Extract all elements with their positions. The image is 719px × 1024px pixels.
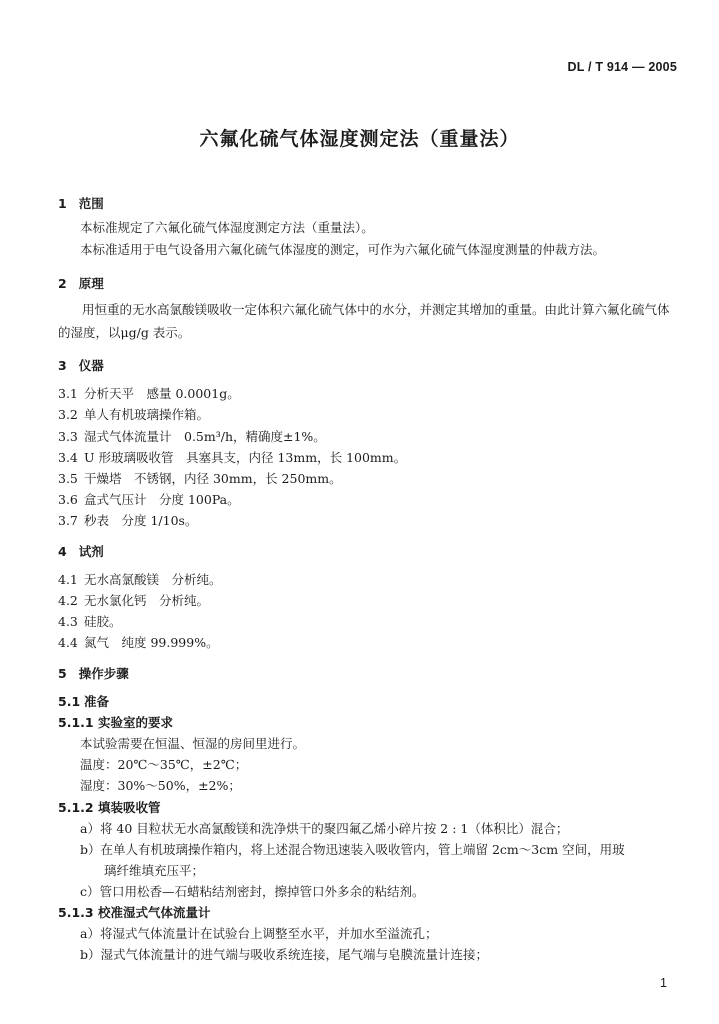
section-5-heading (58, 666, 129, 682)
list-item: a）将湿式气体流量计在试验台上调整至水平，并加水至溢流孔； (80, 926, 438, 941)
section-1-paragraph: 本标准规定了六氟化硫气体湿度测定方法（重量法）。 (80, 220, 374, 235)
section-title: 准备 (84, 694, 110, 709)
item-number: 3.2 (58, 407, 78, 422)
section-title: 试剂 (78, 544, 104, 559)
paragraph-line: 温度：20℃～35℃，±2℃； (80, 757, 248, 772)
item-number: 3.3 (58, 429, 78, 444)
item-text: 氮气 纯度 99.999%。 (84, 635, 219, 650)
list-item: b）在单人有机玻璃操作箱内，将上述混合物迅速装入吸收管内，管上端留 2cm～3cm 空间，用玻 (80, 842, 625, 857)
subsection-5-1-heading (58, 694, 109, 710)
list-item (58, 492, 240, 508)
list-item (58, 635, 219, 651)
list-item (58, 450, 406, 466)
section-number: 1 (58, 196, 67, 211)
section-number: 5 (58, 666, 67, 681)
subsection-5-1-3-heading (58, 905, 211, 921)
item-number: 4.3 (58, 614, 78, 629)
item-text: 干燥塔 不锈钢，内径 30mm，长 250mm。 (84, 471, 342, 486)
list-item (58, 614, 122, 630)
section-2-heading (58, 276, 104, 292)
section-title: 校准湿式气体流量计 (98, 905, 211, 920)
section-title: 范围 (78, 196, 104, 211)
section-number: 3 (58, 358, 67, 373)
item-text: 无水氯化钙 分析纯。 (84, 593, 210, 608)
section-title: 原理 (78, 276, 104, 291)
page-number: 1 (660, 976, 667, 990)
paragraph-line: 本试验需要在恒温、恒湿的房间里进行。 (80, 736, 306, 751)
item-text: 湿式气体流量计 0.5m³/h，精确度±1%。 (84, 429, 326, 444)
item-number: 3.1 (58, 386, 78, 401)
list-item-continuation: 璃纤维填充压平； (104, 863, 205, 878)
item-number: 4.2 (58, 593, 78, 608)
standard-code: DL / T 914 — 2005 (567, 60, 677, 74)
item-text: 秒表 分度 1/10s。 (84, 513, 198, 528)
list-item (58, 386, 240, 402)
list-item (58, 407, 209, 423)
section-1-paragraph: 本标准适用于电气设备用六氟化硫气体湿度的测定，可作为六氟化硫气体湿度测量的仲裁方法。 (80, 242, 606, 257)
item-text: U 形玻璃吸收管 具塞具支，内径 13mm，长 100mm。 (84, 450, 407, 465)
item-number: 4.1 (58, 572, 78, 587)
section-number: 5.1.1 (58, 715, 94, 730)
section-1-heading (58, 196, 104, 212)
list-item (58, 471, 342, 487)
list-item (58, 593, 209, 609)
item-number: 3.4 (58, 450, 78, 465)
section-title: 填装吸收管 (98, 800, 161, 815)
section-title: 仪器 (78, 358, 104, 373)
list-item: c）管口用松香—石蜡粘结剂密封，擦掉管口外多余的粘结剂。 (80, 884, 425, 899)
section-number: 5.1.2 (58, 800, 94, 815)
section-number: 5.1.3 (58, 905, 94, 920)
item-text: 分析天平 感量 0.0001g。 (84, 386, 240, 401)
section-number: 2 (58, 276, 67, 291)
item-text: 硅胶。 (84, 614, 122, 629)
section-number: 4 (58, 544, 67, 559)
list-item: a）将 40 目粒状无水高氯酸镁和洗净烘干的聚四氟乙烯小碎片按 2 : 1（体积比）混合； (80, 821, 569, 836)
section-2-paragraph: 用恒重的无水高氯酸镁吸收一定体积六氟化硫气体中的水分，并测定其增加的重量。由此计算六氟化硫气体的湿度，以μg/g 表示。 (58, 302, 670, 340)
section-3-heading (58, 358, 104, 374)
item-number: 3.5 (58, 471, 78, 486)
list-item (58, 572, 222, 588)
section-title: 实验室的要求 (98, 715, 174, 730)
section-number: 5.1 (58, 694, 81, 709)
item-text: 盒式气压计 分度 100Pa。 (84, 492, 240, 507)
document-title: 六氟化硫气体湿度测定法（重量法） (199, 128, 520, 150)
item-text: 无水高氯酸镁 分析纯。 (84, 572, 222, 587)
item-number: 3.6 (58, 492, 78, 507)
item-text: 单人有机玻璃操作箱。 (84, 407, 210, 422)
subsection-5-1-2-heading (58, 800, 161, 816)
subsection-5-1-1-heading (58, 715, 173, 731)
list-item (58, 513, 197, 529)
section-4-heading (58, 544, 104, 560)
section-title: 操作步骤 (78, 666, 129, 681)
list-item (58, 429, 326, 445)
paragraph-line: 湿度：30%～50%，±2%； (80, 778, 241, 793)
item-number: 4.4 (58, 635, 78, 650)
item-number: 3.7 (58, 513, 78, 528)
list-item: b）湿式气体流量计的进气端与吸收系统连接，尾气端与皂膜流量计连接； (80, 947, 489, 962)
